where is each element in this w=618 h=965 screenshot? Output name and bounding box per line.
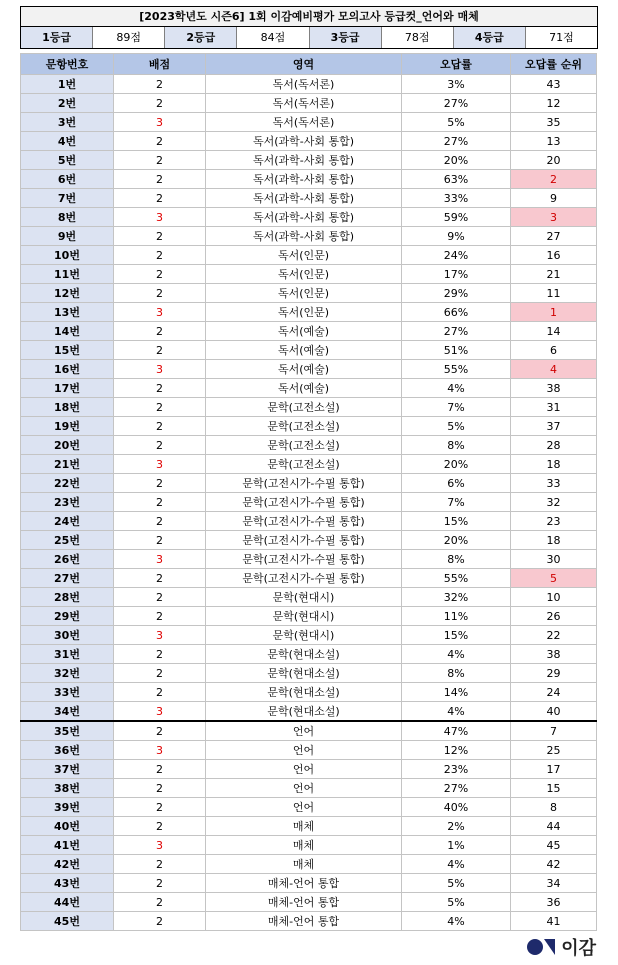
table-row (21, 721, 597, 741)
wrong-rank-cell: 29 (511, 664, 597, 683)
area-cell: 언어 (206, 760, 402, 779)
wrong-rate-cell: 4% (402, 702, 511, 722)
wrong-rate-cell: 1% (402, 836, 511, 855)
points-cell: 3 (114, 836, 206, 855)
question-number-cell: 7번 (21, 189, 114, 208)
wrong-rate-cell: 7% (402, 398, 511, 417)
points-cell: 2 (114, 645, 206, 664)
question-number-cell: 8번 (21, 208, 114, 227)
points-cell: 2 (114, 75, 206, 94)
wrong-rate-cell: 8% (402, 550, 511, 569)
page-title: [2023학년도 시즌6] 1회 이감예비평가 모의고사 등급컷_언어와 매체 (21, 7, 597, 27)
points-cell: 2 (114, 246, 206, 265)
grade-1-label: 1등급 (21, 27, 93, 48)
wrong-rank-cell: 4 (511, 360, 597, 379)
question-number-cell: 4번 (21, 132, 114, 151)
wrong-rate-cell: 15% (402, 626, 511, 645)
points-cell: 2 (114, 855, 206, 874)
wrong-rate-cell: 15% (402, 512, 511, 531)
question-number-cell: 25번 (21, 531, 114, 550)
wrong-rate-cell: 3% (402, 75, 511, 94)
table-row (21, 893, 597, 912)
points-cell: 2 (114, 817, 206, 836)
grade-cut-header (20, 6, 598, 49)
question-number-cell: 16번 (21, 360, 114, 379)
table-row (21, 912, 597, 931)
wrong-rate-cell: 5% (402, 893, 511, 912)
question-number-cell: 15번 (21, 341, 114, 360)
question-number-cell: 12번 (21, 284, 114, 303)
wrong-rank-cell: 38 (511, 379, 597, 398)
question-number-cell: 29번 (21, 607, 114, 626)
points-cell: 2 (114, 417, 206, 436)
wrong-rate-cell: 20% (402, 531, 511, 550)
area-cell: 독서(과학-사회 통합) (206, 227, 402, 246)
table-row (21, 284, 597, 303)
points-cell: 3 (114, 455, 206, 474)
col-header-wrong-rate: 오답률 (402, 54, 511, 75)
question-number-cell: 33번 (21, 683, 114, 702)
points-cell: 2 (114, 721, 206, 741)
points-cell: 2 (114, 227, 206, 246)
wrong-rate-cell: 12% (402, 741, 511, 760)
wrong-rank-cell: 26 (511, 607, 597, 626)
wrong-rank-cell: 34 (511, 874, 597, 893)
wrong-rank-cell: 28 (511, 436, 597, 455)
points-cell: 2 (114, 170, 206, 189)
question-number-cell: 30번 (21, 626, 114, 645)
question-number-cell: 37번 (21, 760, 114, 779)
points-cell: 2 (114, 683, 206, 702)
wrong-rate-cell: 4% (402, 379, 511, 398)
wrong-rank-cell: 3 (511, 208, 597, 227)
area-cell: 독서(독서론) (206, 75, 402, 94)
grade-4-score: 71점 (549, 31, 574, 44)
wrong-rank-cell: 16 (511, 246, 597, 265)
wrong-rank-cell: 8 (511, 798, 597, 817)
points-cell: 2 (114, 322, 206, 341)
area-cell: 문학(현대시) (206, 626, 402, 645)
question-number-cell: 5번 (21, 151, 114, 170)
area-cell: 독서(과학-사회 통합) (206, 208, 402, 227)
table-row (21, 322, 597, 341)
area-cell: 독서(예술) (206, 322, 402, 341)
wrong-rank-cell: 18 (511, 455, 597, 474)
question-number-cell: 35번 (21, 721, 114, 741)
points-cell: 2 (114, 284, 206, 303)
area-cell: 문학(고전시가-수필 통합) (206, 550, 402, 569)
points-cell: 2 (114, 912, 206, 931)
wrong-rank-cell: 23 (511, 512, 597, 531)
table-row (21, 75, 597, 94)
wrong-rate-cell: 66% (402, 303, 511, 322)
area-cell: 문학(현대소설) (206, 683, 402, 702)
logo-mark-icon (526, 938, 556, 956)
area-cell: 매체 (206, 836, 402, 855)
wrong-rate-cell: 24% (402, 246, 511, 265)
wrong-rate-cell: 55% (402, 360, 511, 379)
wrong-rank-cell: 6 (511, 341, 597, 360)
wrong-rate-cell: 5% (402, 417, 511, 436)
table-row (21, 474, 597, 493)
table-row (21, 741, 597, 760)
table-row (21, 436, 597, 455)
area-cell: 독서(예술) (206, 360, 402, 379)
wrong-rank-cell: 11 (511, 284, 597, 303)
table-row (21, 588, 597, 607)
question-number-cell: 36번 (21, 741, 114, 760)
table-row (21, 113, 597, 132)
table-row (21, 132, 597, 151)
wrong-rate-cell: 29% (402, 284, 511, 303)
area-cell: 문학(현대시) (206, 607, 402, 626)
points-cell: 2 (114, 760, 206, 779)
wrong-rank-cell: 37 (511, 417, 597, 436)
wrong-rate-cell: 5% (402, 113, 511, 132)
table-row (21, 341, 597, 360)
question-number-cell: 14번 (21, 322, 114, 341)
area-cell: 언어 (206, 798, 402, 817)
table-row (21, 208, 597, 227)
area-cell: 독서(인문) (206, 284, 402, 303)
question-number-cell: 44번 (21, 893, 114, 912)
table-header-row (21, 54, 597, 75)
area-cell: 문학(고전시가-수필 통합) (206, 474, 402, 493)
points-cell: 2 (114, 265, 206, 284)
points-cell: 3 (114, 741, 206, 760)
wrong-rank-cell: 12 (511, 94, 597, 113)
wrong-rate-cell: 33% (402, 189, 511, 208)
question-number-cell: 45번 (21, 912, 114, 931)
table-row (21, 455, 597, 474)
table-row (21, 170, 597, 189)
question-number-cell: 26번 (21, 550, 114, 569)
wrong-rank-cell: 41 (511, 912, 597, 931)
table-row (21, 360, 597, 379)
area-cell: 언어 (206, 721, 402, 741)
wrong-rate-cell: 55% (402, 569, 511, 588)
table-row (21, 798, 597, 817)
question-number-cell: 23번 (21, 493, 114, 512)
table-row (21, 817, 597, 836)
area-cell: 문학(고전시가-수필 통합) (206, 531, 402, 550)
table-row (21, 379, 597, 398)
points-cell: 3 (114, 113, 206, 132)
question-number-cell: 17번 (21, 379, 114, 398)
table-row (21, 227, 597, 246)
points-cell: 2 (114, 569, 206, 588)
question-number-cell: 6번 (21, 170, 114, 189)
points-cell: 2 (114, 531, 206, 550)
wrong-rate-cell: 14% (402, 683, 511, 702)
question-number-cell: 1번 (21, 75, 114, 94)
wrong-rate-cell: 23% (402, 760, 511, 779)
table-row (21, 664, 597, 683)
points-cell: 3 (114, 702, 206, 722)
area-cell: 매체-언어 통합 (206, 893, 402, 912)
points-cell: 2 (114, 436, 206, 455)
table-row (21, 607, 597, 626)
question-number-cell: 31번 (21, 645, 114, 664)
wrong-rate-cell: 59% (402, 208, 511, 227)
wrong-rank-cell: 33 (511, 474, 597, 493)
grade-2-label: 2등급 (165, 27, 237, 48)
wrong-rank-cell: 7 (511, 721, 597, 741)
wrong-rank-cell: 43 (511, 75, 597, 94)
area-cell: 독서(인문) (206, 265, 402, 284)
col-header-wrong-rank: 오답률 순위 (511, 54, 597, 75)
table-row (21, 874, 597, 893)
points-cell: 3 (114, 550, 206, 569)
area-cell: 독서(예술) (206, 341, 402, 360)
question-number-cell: 39번 (21, 798, 114, 817)
wrong-rate-cell: 47% (402, 721, 511, 741)
wrong-rank-cell: 22 (511, 626, 597, 645)
area-cell: 문학(현대소설) (206, 645, 402, 664)
question-number-cell: 43번 (21, 874, 114, 893)
points-cell: 2 (114, 893, 206, 912)
points-cell: 2 (114, 493, 206, 512)
wrong-rate-cell: 9% (402, 227, 511, 246)
table-row (21, 645, 597, 664)
wrong-rate-cell: 27% (402, 94, 511, 113)
table-body (21, 75, 597, 931)
points-cell: 2 (114, 874, 206, 893)
points-cell: 3 (114, 626, 206, 645)
area-cell: 독서(인문) (206, 303, 402, 322)
question-table (20, 53, 597, 931)
area-cell: 문학(고전소설) (206, 455, 402, 474)
wrong-rate-cell: 11% (402, 607, 511, 626)
table-row (21, 493, 597, 512)
table-row (21, 531, 597, 550)
area-cell: 문학(고전시가-수필 통합) (206, 493, 402, 512)
points-cell: 2 (114, 512, 206, 531)
area-cell: 독서(예술) (206, 379, 402, 398)
question-number-cell: 19번 (21, 417, 114, 436)
question-number-cell: 9번 (21, 227, 114, 246)
points-cell: 2 (114, 779, 206, 798)
question-number-cell: 42번 (21, 855, 114, 874)
question-number-cell: 3번 (21, 113, 114, 132)
wrong-rank-cell: 42 (511, 855, 597, 874)
table-row (21, 550, 597, 569)
area-cell: 문학(고전시가-수필 통합) (206, 512, 402, 531)
wrong-rate-cell: 4% (402, 855, 511, 874)
wrong-rate-cell: 4% (402, 645, 511, 664)
points-cell: 3 (114, 208, 206, 227)
wrong-rank-cell: 14 (511, 322, 597, 341)
points-cell: 2 (114, 341, 206, 360)
wrong-rate-cell: 17% (402, 265, 511, 284)
area-cell: 매체-언어 통합 (206, 874, 402, 893)
wrong-rank-cell: 30 (511, 550, 597, 569)
wrong-rate-cell: 32% (402, 588, 511, 607)
question-number-cell: 22번 (21, 474, 114, 493)
question-number-cell: 34번 (21, 702, 114, 722)
question-number-cell: 2번 (21, 94, 114, 113)
wrong-rank-cell: 21 (511, 265, 597, 284)
points-cell: 2 (114, 798, 206, 817)
wrong-rank-cell: 45 (511, 836, 597, 855)
wrong-rank-cell: 20 (511, 151, 597, 170)
wrong-rate-cell: 8% (402, 664, 511, 683)
points-cell: 2 (114, 151, 206, 170)
area-cell: 문학(고전소설) (206, 436, 402, 455)
grade-cut-row (21, 27, 597, 48)
brand-logo (526, 934, 596, 960)
points-cell: 3 (114, 360, 206, 379)
points-cell: 2 (114, 588, 206, 607)
question-number-cell: 13번 (21, 303, 114, 322)
table-row (21, 702, 597, 722)
wrong-rate-cell: 51% (402, 341, 511, 360)
area-cell: 문학(고전시가-수필 통합) (206, 569, 402, 588)
wrong-rate-cell: 40% (402, 798, 511, 817)
area-cell: 언어 (206, 779, 402, 798)
question-number-cell: 11번 (21, 265, 114, 284)
area-cell: 독서(과학-사회 통합) (206, 170, 402, 189)
wrong-rank-cell: 17 (511, 760, 597, 779)
table-row (21, 855, 597, 874)
table-row (21, 303, 597, 322)
table-row (21, 512, 597, 531)
area-cell: 문학(현대소설) (206, 664, 402, 683)
points-cell: 2 (114, 189, 206, 208)
table-row (21, 626, 597, 645)
wrong-rank-cell: 38 (511, 645, 597, 664)
area-cell: 문학(고전소설) (206, 398, 402, 417)
table-row (21, 265, 597, 284)
points-cell: 2 (114, 474, 206, 493)
wrong-rank-cell: 35 (511, 113, 597, 132)
question-number-cell: 28번 (21, 588, 114, 607)
points-cell: 3 (114, 303, 206, 322)
area-cell: 언어 (206, 741, 402, 760)
wrong-rate-cell: 27% (402, 779, 511, 798)
wrong-rank-cell: 32 (511, 493, 597, 512)
area-cell: 문학(고전소설) (206, 417, 402, 436)
table-row (21, 94, 597, 113)
col-header-question: 문항번호 (21, 54, 114, 75)
col-header-area: 영역 (206, 54, 402, 75)
area-cell: 독서(과학-사회 통합) (206, 151, 402, 170)
points-cell: 2 (114, 379, 206, 398)
grade-3-score: 78점 (382, 27, 454, 48)
table-row (21, 569, 597, 588)
question-number-cell: 27번 (21, 569, 114, 588)
area-cell: 독서(인문) (206, 246, 402, 265)
table-row (21, 683, 597, 702)
grade-3-label: 3등급 (310, 27, 382, 48)
points-cell: 2 (114, 398, 206, 417)
wrong-rank-cell: 40 (511, 702, 597, 722)
logo-text: 이감 (561, 938, 596, 959)
area-cell: 독서(독서론) (206, 94, 402, 113)
table-row (21, 246, 597, 265)
wrong-rank-cell: 13 (511, 132, 597, 151)
area-cell: 독서(과학-사회 통합) (206, 189, 402, 208)
wrong-rate-cell: 20% (402, 455, 511, 474)
area-cell: 독서(독서론) (206, 113, 402, 132)
question-number-cell: 10번 (21, 246, 114, 265)
wrong-rank-cell: 10 (511, 588, 597, 607)
wrong-rate-cell: 2% (402, 817, 511, 836)
wrong-rank-cell: 27 (511, 227, 597, 246)
area-cell: 매체 (206, 855, 402, 874)
question-number-cell: 20번 (21, 436, 114, 455)
wrong-rate-cell: 8% (402, 436, 511, 455)
area-cell: 독서(과학-사회 통합) (206, 132, 402, 151)
points-cell: 2 (114, 664, 206, 683)
wrong-rate-cell: 27% (402, 322, 511, 341)
grade-4-label: 4등급 (454, 27, 526, 48)
wrong-rank-cell: 5 (511, 569, 597, 588)
wrong-rank-cell: 36 (511, 893, 597, 912)
table-row (21, 760, 597, 779)
wrong-rank-cell: 31 (511, 398, 597, 417)
table-row (21, 398, 597, 417)
wrong-rank-cell: 44 (511, 817, 597, 836)
question-number-cell: 18번 (21, 398, 114, 417)
question-number-cell: 38번 (21, 779, 114, 798)
question-number-cell: 32번 (21, 664, 114, 683)
grade-2-score: 84점 (237, 27, 309, 48)
wrong-rank-cell: 1 (511, 303, 597, 322)
wrong-rank-cell: 9 (511, 189, 597, 208)
wrong-rate-cell: 4% (402, 912, 511, 931)
wrong-rank-cell: 2 (511, 170, 597, 189)
area-cell: 문학(현대소설) (206, 702, 402, 722)
question-number-cell: 40번 (21, 817, 114, 836)
points-cell: 2 (114, 94, 206, 113)
wrong-rank-cell: 18 (511, 531, 597, 550)
grade-1-score: 89점 (93, 27, 165, 48)
area-cell: 매체 (206, 817, 402, 836)
points-cell: 2 (114, 607, 206, 626)
wrong-rate-cell: 63% (402, 170, 511, 189)
question-number-cell: 21번 (21, 455, 114, 474)
wrong-rate-cell: 6% (402, 474, 511, 493)
wrong-rank-cell: 24 (511, 683, 597, 702)
area-cell: 문학(현대시) (206, 588, 402, 607)
col-header-points: 배점 (114, 54, 206, 75)
question-number-cell: 41번 (21, 836, 114, 855)
wrong-rank-cell: 25 (511, 741, 597, 760)
table-row (21, 417, 597, 436)
area-cell: 매체-언어 통합 (206, 912, 402, 931)
table-row (21, 151, 597, 170)
table-row (21, 836, 597, 855)
question-number-cell: 24번 (21, 512, 114, 531)
wrong-rank-cell: 15 (511, 779, 597, 798)
points-cell: 2 (114, 132, 206, 151)
table-row (21, 779, 597, 798)
table-row (21, 189, 597, 208)
wrong-rate-cell: 5% (402, 874, 511, 893)
wrong-rate-cell: 7% (402, 493, 511, 512)
wrong-rate-cell: 27% (402, 132, 511, 151)
wrong-rate-cell: 20% (402, 151, 511, 170)
